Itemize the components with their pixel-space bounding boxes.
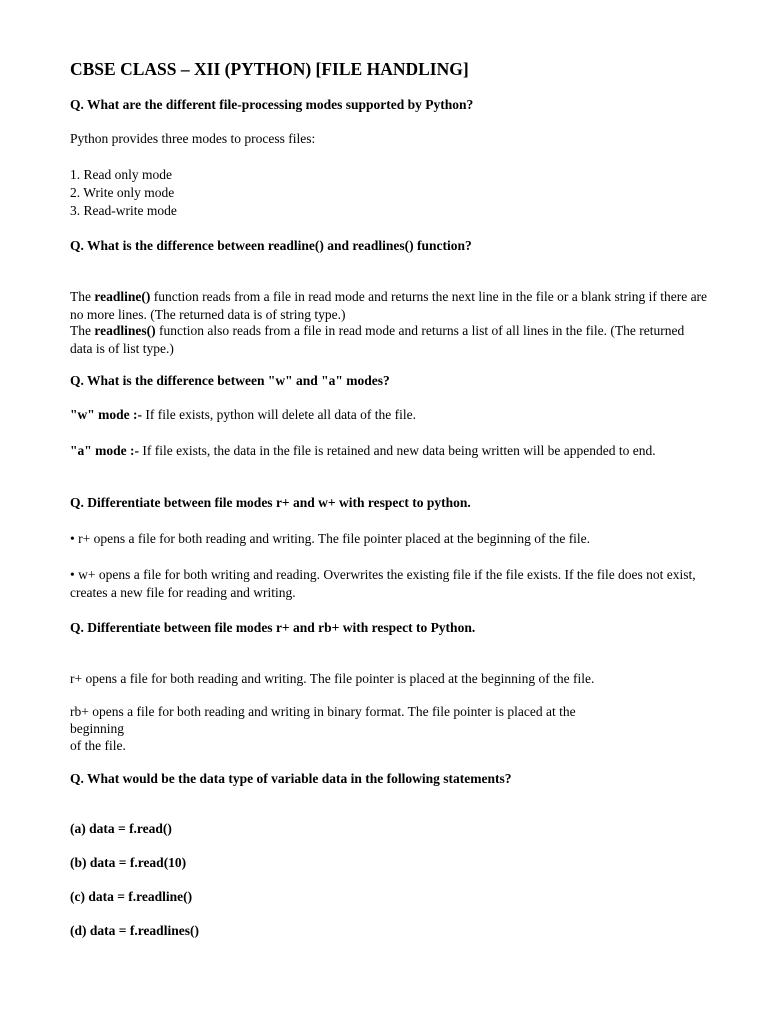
rb-plus-line-1: rb+ opens a file for both reading and writing in binary format. The file pointer is placed at the	[70, 704, 576, 719]
statement-a: (a) data = f.read()	[70, 821, 172, 836]
statement-d: (d) data = f.readlines()	[70, 923, 199, 938]
question-w-a: Q. What is the difference between "w" and "a" modes?	[70, 373, 390, 388]
readlines-term: readlines()	[94, 323, 156, 338]
w-mode-term: "w" mode :-	[70, 407, 142, 422]
rb-plus-line-3: of the file.	[70, 738, 126, 753]
question-modes: Q. What are the different file-processing modes supported by Python?	[70, 97, 474, 112]
mode-item-3: 3. Read-write mode	[70, 203, 177, 218]
readlines-paragraph	[70, 322, 710, 357]
statement-b: (b) data = f.read(10)	[70, 855, 187, 870]
readlines-pre: The	[70, 323, 95, 338]
r-plus-paragraph: r+ opens a file for both reading and writing. The file pointer is placed at the beginning of the file.	[70, 671, 595, 686]
a-mode-desc: If file exists, the data in the file is retained and new data being written will be appended to end.	[138, 443, 656, 458]
w-mode-paragraph	[70, 406, 710, 424]
question-readline: Q. What is the difference between readline() and readlines() function?	[70, 238, 472, 253]
question-r-rb-plus: Q. Differentiate between file modes r+ and rb+ with respect to Python.	[70, 620, 476, 635]
w-mode-desc: If file exists, python will delete all data of the file.	[141, 407, 417, 422]
w-plus-bullet: • w+ opens a file for both writing and reading. Overwrites the existing file if the file exists. If the file does not exist, creates a new file for reading and writing.	[70, 567, 696, 600]
question-r-w-plus: Q. Differentiate between file modes r+ and w+ with respect to python.	[70, 495, 471, 510]
a-mode-paragraph	[70, 442, 710, 460]
readline-term: readline()	[94, 289, 151, 304]
rb-plus-line-2: beginning	[70, 721, 124, 736]
statement-c: (c) data = f.readline()	[70, 889, 193, 904]
question-data-type: Q. What would be the data type of variable data in the following statements?	[70, 771, 512, 786]
page-title: CBSE CLASS – XII (PYTHON) [FILE HANDLING]	[70, 59, 469, 79]
a-mode-term: "a" mode :-	[70, 443, 139, 458]
readline-pre: The	[70, 289, 95, 304]
modes-intro: Python provides three modes to process files:	[70, 131, 316, 146]
mode-item-1: 1. Read only mode	[70, 167, 172, 182]
readlines-desc: function also reads from a file in read mode and returns a list of all lines in the file. (The returned data is of list type.)	[70, 323, 685, 356]
readline-desc: function reads from a file in read mode and returns the next line in the file or a blank string if there are no more lines. (The returned data is of string type.)	[70, 289, 708, 322]
readline-paragraph	[70, 288, 710, 323]
r-plus-bullet: • r+ opens a file for both reading and writing. The file pointer placed at the beginning of the file.	[70, 531, 591, 546]
mode-item-2: 2. Write only mode	[70, 185, 175, 200]
